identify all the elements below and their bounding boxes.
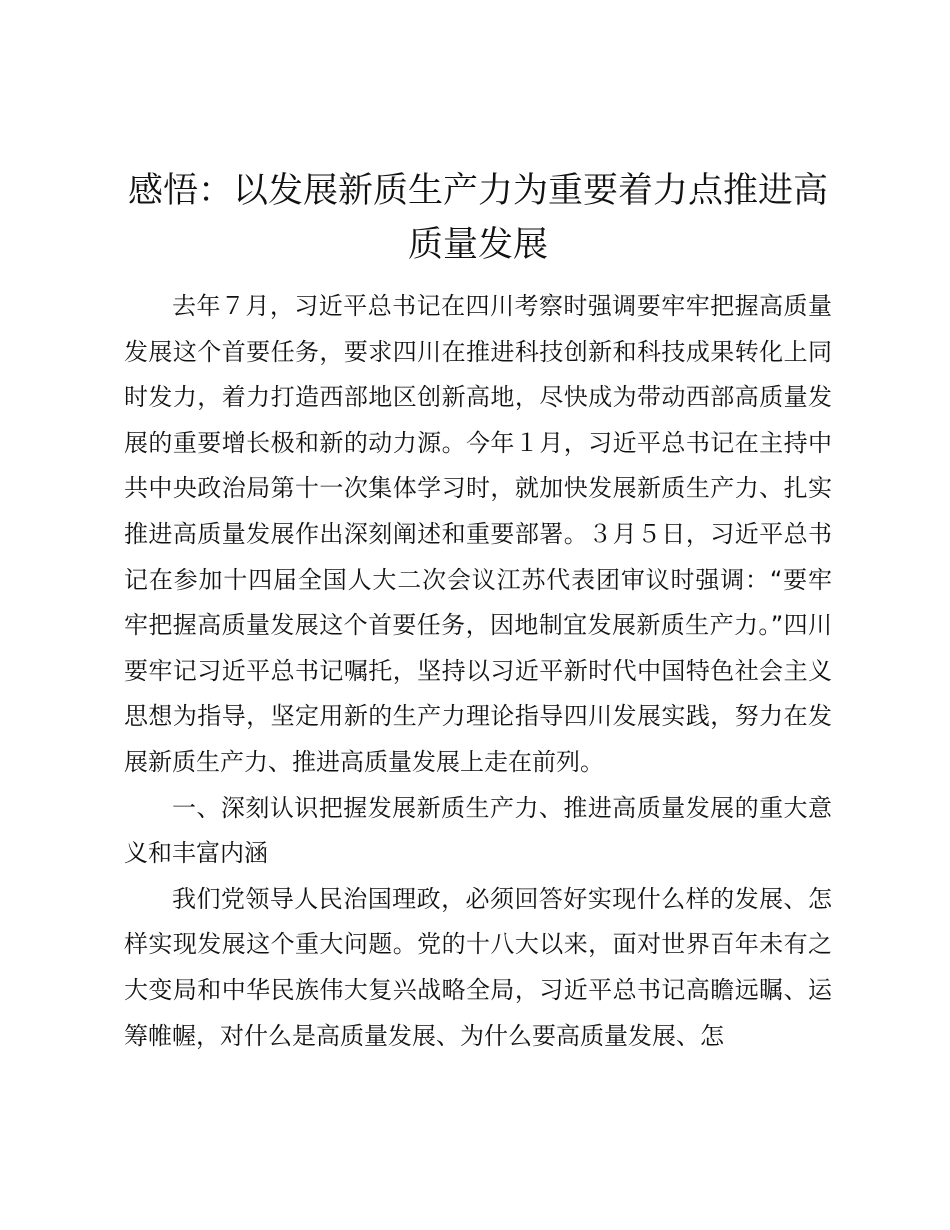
document-content	[124, 164, 832, 1059]
paragraph-section-1: 我们党领导人民治国理政，必须回答好实现什么样的发展、怎样实现发展这个重大问题。党的十八大以来，面对世界百年未有之大变局和中华民族伟大复兴战略全局，习近平总书记高瞻远瞩、运筹帷幄，对什么是高质量发展、为什么要高质量发展、怎	[124, 884, 832, 1050]
document-body	[124, 284, 832, 1059]
section-heading-1: 一、深刻认识把握发展新质生产力、推进高质量发展的重大意义和丰富内涵	[124, 793, 832, 868]
title-line-1: 感悟：以发展新质生产力为重要着力点推进高	[127, 171, 828, 211]
paragraph-intro: 去年７月，习近平总书记在四川考察时强调要牢牢把握高质量发展这个首要任务，要求四川在推进科技创新和科技成果转化上同时发力，着力打造西部地区创新高地，尽快成为带动西部高质量发展的重要增长极和新的动力源。今年１月，习近平总书记在主持中共中央政治局第十一次集体学习时，就加快发展新质生产力、扎实推进高质量发展作出深刻阐述和重要部署。３月５日，习近平总书记在参加十四届全国人大二次会议江苏代表团审议时强调：“要牢牢把握高质量发展这个首要任务，因地制宜发展新质生产力。”四川要牢记习近平总书记嘱托，坚持以习近平新时代中国特色社会主义思想为指导，坚定用新的生产力理论指导四川发展实践，努力在发展新质生产力、推进高质量发展上走在前列。	[124, 292, 832, 776]
document-title	[124, 164, 832, 272]
title-line-2: 质量发展	[407, 225, 548, 265]
